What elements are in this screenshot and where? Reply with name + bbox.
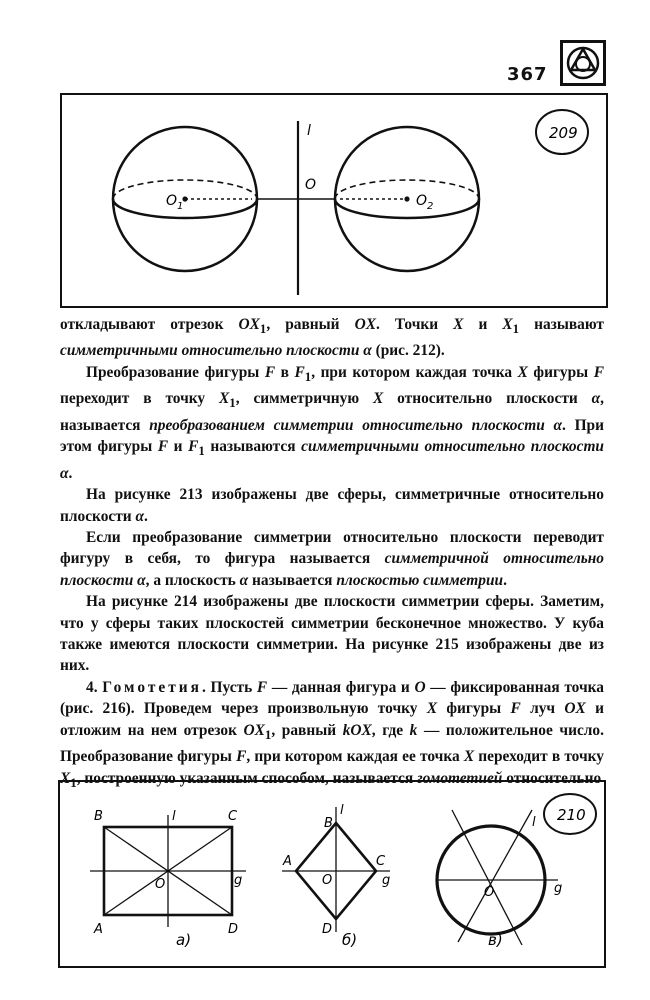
- text-run: в: [275, 363, 295, 381]
- text-run: 1: [70, 775, 77, 790]
- text-run: k: [409, 721, 418, 739]
- svg-text:б): б): [342, 931, 358, 949]
- svg-text:C: C: [228, 809, 238, 824]
- text-run: — положительное число. Преобразование фигуры: [60, 721, 604, 766]
- text-run: 4.: [86, 678, 103, 696]
- svg-text:B: B: [94, 809, 103, 824]
- text-run: откладывают отрезок: [60, 316, 239, 333]
- text-run: фигуры: [437, 700, 511, 718]
- text-run: F: [510, 700, 521, 718]
- text-run: Преобразование фигуры: [86, 363, 265, 381]
- text-run: X: [219, 390, 230, 408]
- text-run: и: [463, 316, 503, 333]
- text-run: называется: [248, 571, 337, 589]
- text-run: называют: [519, 316, 604, 333]
- text-run: kOX: [342, 721, 372, 739]
- text-run: α: [591, 390, 601, 408]
- text-run: , где: [371, 721, 410, 739]
- figure-number-210: 210: [557, 806, 586, 824]
- svg-text:l: l: [340, 803, 344, 818]
- text-run: X: [463, 748, 475, 766]
- text-run: относительно: [502, 769, 602, 787]
- svg-text:а): а): [176, 931, 192, 949]
- text-run: преобразованием симметрии относительно плоскости α: [149, 416, 563, 434]
- text-run: относительно плоскости: [383, 390, 592, 408]
- svg-text:g: g: [382, 873, 391, 888]
- paragraph: [60, 314, 604, 362]
- svg-text:l: l: [172, 809, 176, 824]
- text-run: , построенную указанным способом, называется: [76, 769, 417, 787]
- svg-text:в): в): [488, 931, 503, 949]
- text-run: и отложим на нем отрезок: [60, 700, 604, 739]
- text-run: X: [502, 316, 513, 333]
- svg-text:l: l: [532, 815, 536, 830]
- text-run: На рисунке 214 изображены две плоскости симметрии сферы. Заметим, что у сферы таких плоскостей симметрии бесконечное множество. У куба также имеются плоскости симметрии. На рисунке 215 изображены две из них.: [60, 593, 604, 675]
- text-run: , при котором каждая точка: [311, 363, 518, 381]
- text-run: 1: [512, 322, 520, 337]
- text-run: OX: [243, 721, 265, 739]
- text-run: F: [294, 363, 305, 381]
- paragraph: [60, 484, 604, 527]
- text-run: симметричной относительно плоскости α: [60, 550, 604, 589]
- label-l: l: [307, 123, 311, 139]
- svg-text:B: B: [324, 816, 333, 831]
- right-equator-front: [335, 199, 479, 218]
- text-run: 1: [304, 369, 312, 384]
- text-run: На рисунке 213 изображены две сферы, симметричные относительно плоскости: [60, 486, 604, 525]
- chapter-logo-icon: [560, 40, 606, 86]
- svg-text:C: C: [376, 854, 386, 869]
- text-run: .: [503, 571, 507, 589]
- svg-text:g: g: [234, 873, 243, 888]
- figure-209-drawing: [62, 95, 606, 306]
- text-run: переходит в точку: [60, 390, 220, 408]
- text-run: α: [239, 571, 249, 589]
- page-number: 367: [507, 64, 548, 85]
- text-run: X: [373, 390, 384, 408]
- text-run: F: [593, 363, 605, 381]
- text-run: . При этом фигуры: [60, 416, 604, 456]
- text-run: O: [414, 678, 426, 696]
- text-run: (рис. 212).: [371, 342, 445, 360]
- text-run: , равный: [266, 316, 355, 333]
- svg-text:O: O: [322, 873, 333, 888]
- text-run: . Пусть: [201, 678, 257, 696]
- svg-text:O: O: [484, 885, 495, 900]
- figure-210-drawing: [60, 782, 604, 966]
- text-run: луч: [520, 700, 565, 718]
- svg-text:D: D: [322, 922, 333, 937]
- svg-text:g: g: [554, 881, 563, 896]
- text-run: X: [517, 363, 528, 381]
- text-run: F: [188, 438, 199, 456]
- label-o: O: [305, 177, 317, 193]
- label-o1-text: O: [166, 193, 178, 209]
- text-run: F: [256, 678, 268, 696]
- text-run: Если преобразование симметрии относительно плоскости переводит фигуру в себя, то фигура называется: [60, 528, 604, 568]
- text-run: гомотетией: [417, 769, 503, 787]
- text-run: X: [453, 316, 464, 333]
- text-run: α: [135, 507, 145, 525]
- label-o2: $O_2$: [416, 193, 434, 212]
- paragraph: [60, 591, 604, 677]
- text-run: , а плоскость: [145, 571, 240, 589]
- text-run: — фиксированная точка (рис. 216). Проведем через произвольную точку: [60, 678, 604, 718]
- figure-209-frame: [60, 93, 608, 308]
- text-run: называются: [204, 438, 302, 456]
- center-o2: [404, 196, 409, 201]
- paragraph: [60, 527, 604, 591]
- figure-b-rhombus: [282, 803, 390, 949]
- text-run: переходит в точку: [474, 748, 604, 766]
- text-run: , называется: [60, 390, 605, 434]
- text-run: F: [236, 748, 247, 766]
- text-run: 1: [259, 322, 267, 337]
- text-run: .: [68, 464, 73, 482]
- text-run: , равный: [271, 721, 343, 739]
- paragraph: [60, 677, 604, 794]
- text-run: .: [144, 507, 148, 525]
- svg-text:D: D: [228, 922, 239, 937]
- label-o1: $O_1$: [166, 193, 184, 212]
- text-run: . Точки: [375, 316, 454, 333]
- text-run: — данная фигура и: [267, 678, 415, 696]
- text-run: X: [426, 700, 438, 718]
- text-run: фигуры: [527, 363, 594, 381]
- body-text: [60, 314, 604, 794]
- text-run: F: [157, 438, 169, 456]
- svg-text:O: O: [155, 877, 166, 892]
- text-run: и: [168, 438, 189, 456]
- figure-210-frame: [58, 780, 606, 968]
- left-equator-back: [113, 180, 257, 199]
- text-run: OX: [354, 316, 376, 333]
- text-run: плоскостью симметрии: [336, 571, 504, 589]
- svg-text:A: A: [94, 922, 103, 937]
- text-run: 1: [198, 444, 205, 459]
- text-run: 1: [264, 727, 272, 742]
- left-equator-front: [113, 199, 257, 218]
- svg-text:A: A: [283, 854, 292, 869]
- text-run: симметричными относительно плоскости α: [60, 342, 372, 360]
- text-run: симметричными относительно плоскости α: [60, 438, 604, 482]
- text-run: 1: [229, 396, 236, 411]
- text-run: , при котором каждая ее точка: [246, 748, 464, 766]
- figure-number: 209: [549, 124, 578, 142]
- text-run: Гомотетия: [102, 678, 202, 696]
- right-equator-back: [335, 180, 479, 199]
- paragraph: [60, 362, 604, 484]
- text-run: OX: [564, 700, 586, 718]
- text-run: F: [264, 363, 276, 381]
- figure-c-circle: [437, 810, 562, 949]
- figure-a-rectangle: [90, 809, 246, 949]
- text-run: OX: [238, 316, 260, 333]
- label-o2-text: O: [416, 193, 428, 209]
- text-run: X: [60, 769, 71, 787]
- text-run: , симметричную: [235, 390, 374, 408]
